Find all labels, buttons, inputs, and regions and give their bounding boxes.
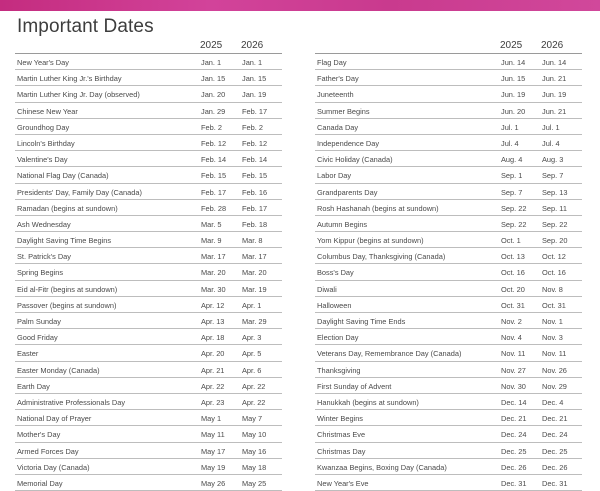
date-2025: Dec. 31 [501,478,527,488]
date-2025: Feb. 2 [201,122,222,132]
table-header [15,40,282,53]
date-2026: Sep. 20 [542,236,568,246]
table-row [15,394,282,410]
date-2026: Apr. 3 [242,333,262,343]
date-2025: May 11 [201,430,225,440]
holiday-name: Diwali [317,284,337,294]
holiday-name: Eid al-Fitr (begins at sundown) [17,284,118,294]
date-2026: May 7 [242,414,263,424]
table-row [315,135,582,151]
holiday-name: Boss's Day [317,268,354,278]
table-row [15,70,282,86]
date-2025: Apr. 13 [201,317,225,326]
holiday-name: Winter Begins [317,414,364,424]
table-row [315,475,582,491]
date-2025: Nov. 4 [501,333,522,343]
date-2025: Jan. 15 [201,74,226,84]
date-2026: Nov. 8 [542,284,563,294]
holiday-name: Columbus Day, Thanksgiving (Canada) [317,252,446,262]
holiday-name: Christmas Eve [317,430,366,440]
date-2026: Feb. 14 [242,155,268,165]
holiday-name: Spring Begins [17,268,64,278]
table-row [15,329,282,345]
date-2026: Feb. 15 [242,171,268,181]
date-2026: Nov. 3 [542,333,563,343]
table-row [315,54,582,70]
holiday-name: Easter Monday (Canada) [17,365,100,375]
date-2025: Sep. 22 [501,203,527,213]
table-row [315,410,582,426]
table-row [315,200,582,216]
table-row [15,313,282,329]
date-2025: Nov. 27 [501,365,526,375]
holiday-name: Hanukkah (begins at sundown) [317,397,419,407]
year-header-2025: 2025 [200,40,223,51]
date-2025: Apr. 23 [201,397,225,407]
date-2026: Dec. 24 [542,430,568,440]
date-2026: Feb. 2 [242,122,263,132]
date-2026: Jul. 1 [542,122,560,132]
date-2025: Mar. 5 [201,219,222,229]
table-row [15,200,282,216]
date-2025: Jan. 1 [201,58,222,67]
date-2026: Feb. 18 [242,219,268,229]
date-2025: Oct. 16 [501,268,525,278]
date-2026: Feb. 16 [242,187,268,197]
holiday-name: Passover (begins at sundown) [17,300,117,310]
date-2026: Mar. 20 [242,268,267,278]
right-dates-table [315,40,582,491]
date-2026: May 25 [242,478,267,488]
table-row [315,362,582,378]
date-2025: Oct. 13 [501,252,525,262]
table-row [315,103,582,119]
holiday-name: Independence Day [317,138,380,148]
holiday-name: Earth Day [17,381,50,391]
date-2026: Oct. 16 [542,268,566,278]
date-2025: Apr. 21 [201,365,225,375]
holiday-name: Chinese New Year [17,106,78,116]
date-2026: May 16 [242,446,267,456]
holiday-name: Rosh Hashanah (begins at sundown) [317,203,439,213]
left-dates-table [15,40,282,491]
date-2025: Nov. 11 [501,349,526,359]
table-row [315,378,582,394]
table-row [315,443,582,459]
table-row [315,86,582,102]
table-row [15,297,282,313]
table-row [315,167,582,183]
holiday-name: Daylight Saving Time Ends [317,317,406,326]
holiday-name: Easter [17,349,39,359]
date-2026: May 10 [242,430,267,440]
holiday-name: Good Friday [17,333,58,343]
date-2025: Oct. 31 [501,300,525,310]
date-2026: Nov. 1 [542,317,563,326]
holiday-name: Groundhog Day [17,122,70,132]
holiday-name: Lincoln's Birthday [17,138,75,148]
date-2025: Sep. 22 [501,219,527,229]
date-2025: Apr. 22 [201,381,225,391]
table-row [15,232,282,248]
date-2026: Jan. 19 [242,90,267,100]
holiday-name: Armed Forces Day [17,446,79,456]
date-2025: Mar. 17 [201,252,226,262]
table-header [315,40,582,53]
date-2025: May 17 [201,446,226,456]
date-2026: Mar. 8 [242,236,263,246]
table-row [315,216,582,232]
holiday-name: Veterans Day, Remembrance Day (Canada) [317,349,462,359]
table-row [315,248,582,264]
date-2025: Apr. 12 [201,300,225,310]
table-row [15,378,282,394]
date-2026: Jan. 1 [242,58,263,67]
date-2026: Mar. 29 [242,317,267,326]
holiday-name: Juneteenth [317,90,354,100]
holiday-name: Father's Day [317,74,359,84]
table-row [15,362,282,378]
date-2025: Nov. 2 [501,317,522,326]
holiday-name: Civic Holiday (Canada) [317,155,393,165]
holiday-name: New Year's Eve [317,478,369,488]
table-row [315,184,582,200]
table-row [15,103,282,119]
table-row [15,135,282,151]
year-header-2025: 2025 [500,40,523,51]
date-2025: Jan. 20 [201,90,226,100]
date-2025: Jun. 14 [501,58,526,67]
top-decorative-band [0,0,600,11]
holiday-name: Thanksgiving [317,365,361,375]
date-2026: Apr. 22 [242,381,266,391]
table-row [15,459,282,475]
table-body [315,53,582,491]
holiday-name: First Sunday of Advent [317,381,392,391]
date-2026: Dec. 31 [542,478,568,488]
table-row [15,443,282,459]
date-2025: Oct. 20 [501,284,525,294]
date-2025: Feb. 17 [201,187,227,197]
date-2025: Jun. 15 [501,74,526,84]
holiday-name: Memorial Day [17,478,63,488]
date-2025: Dec. 21 [501,414,527,424]
table-row [15,151,282,167]
date-2026: Dec. 26 [542,462,568,472]
table-row [15,216,282,232]
date-2026: Nov. 29 [542,381,567,391]
table-row [15,426,282,442]
year-header-2026: 2026 [241,40,264,51]
date-2026: Mar. 17 [242,252,267,262]
holiday-name: Yom Kippur (begins at sundown) [317,236,424,246]
date-2025: Aug. 4 [501,155,523,165]
date-2025: Apr. 20 [201,349,225,359]
date-2026: Dec. 4 [542,397,564,407]
holiday-name: Grandparents Day [317,187,378,197]
holiday-name: Autumn Begins [317,219,368,229]
table-row [15,184,282,200]
date-2025: Dec. 26 [501,462,527,472]
date-2025: Mar. 30 [201,284,226,294]
date-2026: Dec. 25 [542,446,568,456]
page-title: Important Dates [17,16,154,37]
date-2025: Jan. 29 [201,106,226,116]
holiday-name: Ash Wednesday [17,219,71,229]
date-2026: Nov. 26 [542,365,567,375]
date-2025: Feb. 15 [201,171,227,181]
holiday-name: Presidents' Day, Family Day (Canada) [17,187,142,197]
table-row [15,248,282,264]
date-2026: Apr. 5 [242,349,262,359]
date-2025: Mar. 20 [201,268,226,278]
date-2025: Jun. 20 [501,106,526,116]
table-row [15,345,282,361]
date-2026: Apr. 6 [242,365,262,375]
date-2026: Jun. 21 [542,106,567,116]
year-header-2026: 2026 [541,40,564,51]
holiday-name: Martin Luther King Jr. Day (observed) [17,90,140,100]
date-2026: Sep. 7 [542,171,564,181]
holiday-name: Halloween [317,300,352,310]
holiday-name: Christmas Day [317,446,366,456]
holiday-name: Flag Day [317,58,347,67]
holiday-name: Mother's Day [17,430,61,440]
date-2025: Jun. 19 [501,90,526,100]
date-2026: Sep. 22 [542,219,568,229]
date-2026: Nov. 11 [542,349,567,359]
table-row [15,281,282,297]
table-row [15,167,282,183]
table-row [315,459,582,475]
holiday-name: St. Patrick's Day [17,252,71,262]
table-row [315,264,582,280]
date-2026: Jul. 4 [542,138,560,148]
date-2026: Feb. 17 [242,203,268,213]
date-2025: May 19 [201,462,226,472]
date-2026: Mar. 19 [242,284,267,294]
table-row [315,119,582,135]
table-row [15,410,282,426]
date-2026: Feb. 12 [242,138,268,148]
holiday-name: Ramadan (begins at sundown) [17,203,118,213]
holiday-name: Victoria Day (Canada) [17,462,90,472]
holiday-name: Daylight Saving Time Begins [17,236,112,246]
holiday-name: National Flag Day (Canada) [17,171,109,181]
holiday-name: Election Day [317,333,359,343]
holiday-name: Kwanzaa Begins, Boxing Day (Canada) [317,462,447,472]
date-2026: Jun. 14 [542,58,567,67]
date-2026: Sep. 13 [542,187,568,197]
date-2025: Oct. 1 [501,236,521,246]
date-2026: Apr. 22 [242,397,266,407]
date-2026: Apr. 1 [242,300,262,310]
date-2025: Dec. 14 [501,397,527,407]
date-2025: Jul. 1 [501,122,519,132]
holiday-name: Labor Day [317,171,352,181]
table-row [15,264,282,280]
table-row [315,394,582,410]
table-row [15,119,282,135]
table-row [315,345,582,361]
date-2025: Sep. 1 [501,171,523,181]
date-2026: Sep. 11 [542,203,567,213]
date-2025: Sep. 7 [501,187,523,197]
holiday-name: Palm Sunday [17,317,61,326]
date-2026: Jun. 21 [542,74,567,84]
date-2025: Feb. 28 [201,203,227,213]
table-body [15,53,282,491]
date-2026: Dec. 21 [542,414,568,424]
date-2025: Dec. 24 [501,430,527,440]
holiday-name: New Year's Day [17,58,69,67]
table-row [315,297,582,313]
table-row [315,426,582,442]
date-2026: Feb. 17 [242,106,268,116]
date-2025: Feb. 14 [201,155,227,165]
date-2025: Dec. 25 [501,446,527,456]
holiday-name: Canada Day [317,122,359,132]
holiday-name: Valentine's Day [17,155,68,165]
table-row [315,281,582,297]
date-2026: May 18 [242,462,267,472]
table-row [315,232,582,248]
holiday-name: National Day of Prayer [17,414,92,424]
table-row [15,475,282,491]
table-row [315,70,582,86]
date-2026: Jun. 19 [542,90,567,100]
table-row [315,313,582,329]
holiday-name: Administrative Professionals Day [17,397,126,407]
date-2025: May 26 [201,478,226,488]
date-2025: Feb. 12 [201,138,227,148]
date-2025: Apr. 18 [201,333,225,343]
table-row [315,329,582,345]
date-2026: Aug. 3 [542,155,564,165]
holiday-name: Summer Begins [317,106,370,116]
date-2025: Mar. 9 [201,236,222,246]
table-row [315,151,582,167]
date-2026: Jan. 15 [242,74,267,84]
date-2026: Oct. 12 [542,252,566,262]
date-2026: Oct. 31 [542,300,566,310]
date-2025: Jul. 4 [501,138,519,148]
table-row [15,86,282,102]
date-2025: May 1 [201,414,222,424]
table-row [15,54,282,70]
date-2025: Nov. 30 [501,381,526,391]
holiday-name: Martin Luther King Jr.'s Birthday [17,74,122,84]
